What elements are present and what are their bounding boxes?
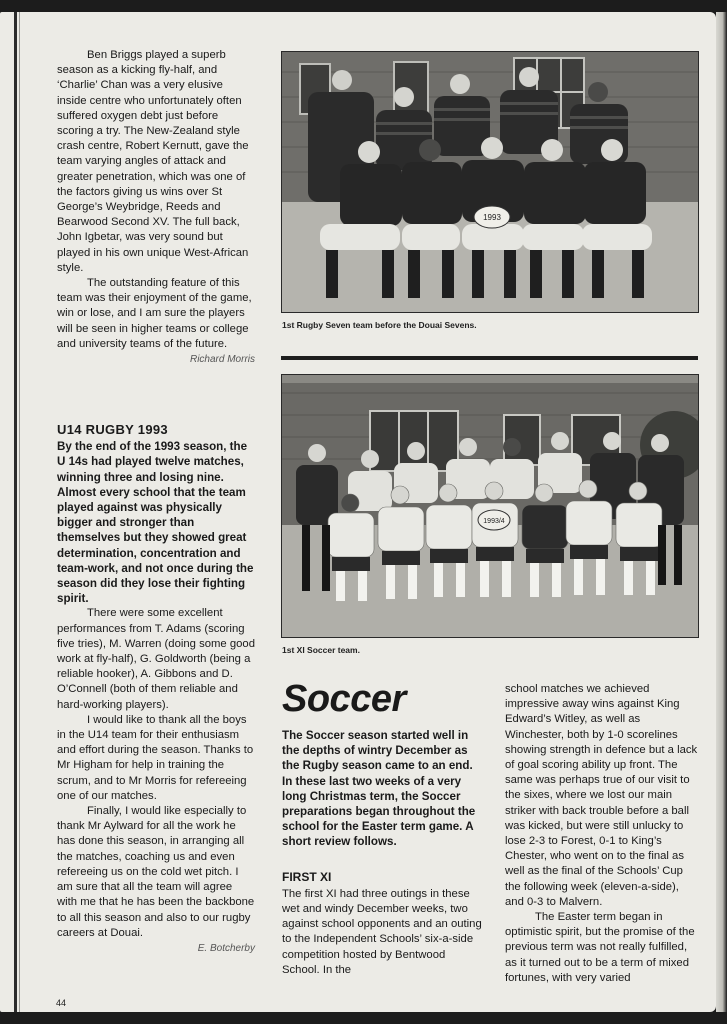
section-title: Soccer xyxy=(282,678,406,720)
rugby-seven-paragraph: Ben Briggs played a superb season as a kicking fly-half, and ‘Charlie’ Chan was a very elusive inside centre who unfortunately often suffered oxygen debt just before scoring a try. The New-Zealand style crash centre, Robert Kernutt, gave the team varying angles of attack and greater penetration, which was one of the factors giving us wins over St George’s Weybridge, Reeds and Bearwood Second XV. The full back, John Igbetar, was very sound but played in his own unique West-African style. xyxy=(57,49,249,274)
author-signature: Richard Morris xyxy=(189,354,255,366)
rugby-seven-team-photo xyxy=(281,51,699,313)
ball-inscription: 1993 xyxy=(483,213,501,222)
soccer-intro xyxy=(282,728,482,978)
soccer-continued xyxy=(505,682,699,986)
author-signature: E. Botcherby xyxy=(197,942,255,954)
section-heading: U14 RUGBY 1993 xyxy=(57,422,168,437)
body-paragraph: There were some excellent performances from T. Adams (scoring five tries), M. Warren (doing some good work at fly-half), G. Goldworth (being a reliable hooker), A. Gibbons and D. O’Connell (both of them reliable and hard-working players). xyxy=(57,607,255,711)
binding-edge xyxy=(14,12,17,1012)
photo-caption: 1st Rugby Seven team before the Douai Sevens. xyxy=(282,320,477,330)
page-number: 44 xyxy=(56,998,67,1008)
ball-inscription: 1993/4 xyxy=(483,518,505,525)
rugby-seven-article xyxy=(57,48,255,367)
rugby-seven-paragraph: The outstanding feature of this team was their enjoyment of the game, win or lose, and I am sure the players will be seen in higher teams or college and university teams of the future. xyxy=(57,277,252,350)
page-edge-shadow xyxy=(716,12,727,1012)
body-paragraph: school matches we achieved impressive away wins against King Edward’s Witley, as well as Winchester, both by 1-0 scorelines showing strength in defence but a lack of goal scoring ability up front. The same was perhaps true of our visit to the sixes, where we lost our main striker with back trouble before a ball was kicked, but were still unlucky to lose 2-3 to Forest, 0-1 to King’s Chester, who went on to the final as well as the final of the Schools’ Cup the following week (eleven-a-side), and 0-3 to Malvern. xyxy=(505,683,698,908)
body-paragraph: The first XI had three outings in these wet and windy December weeks, two against school opponents and an outing to the Independent Schools’ six-a-side competition hosted by Bentwood School. In the xyxy=(282,887,482,976)
body-paragraph: Finally, I would like especially to thank Mr Aylward for all the work he has done this season, in arranging all the matches, coaching us and even refereeing us on the cold wet pitch. I am sure that all the team will agree with me that he has been the backbone to all this season and also to our rugby careers at Douai. xyxy=(57,805,255,939)
body-paragraph: I would like to thank all the boys in the U14 team for their enthusiasm and effort during the season. Thanks to Mr Higham for help in training the scrum, and to Mr Morris for refereeing one of our matches. xyxy=(57,713,254,802)
photo-caption: 1st XI Soccer team. xyxy=(282,645,360,655)
lead-paragraph: The Soccer season started well in the depths of wintry December as the Rugby season came to an end. In these last two weeks of a very long Christmas term, the Soccer preparations began throughout the school for the Easter term game. A short review follows. xyxy=(282,729,476,849)
u14-rugby-article xyxy=(57,422,255,956)
section-divider xyxy=(281,356,698,360)
body-paragraph: The Easter term began in optimistic spirit, but the promise of the previous term was not really fulfilled, as it turned out to be a term of mixed fortunes, with very varied xyxy=(505,911,695,984)
subsection-heading: FIRST XI xyxy=(282,869,332,884)
soccer-team-photo xyxy=(281,374,699,638)
binding-line xyxy=(19,12,20,1012)
lead-paragraph: By the end of the 1993 season, the U 14s had played twelve matches, winning three and losing nine. Almost every school that the team played against was physically bigger and stronger than themselves but they showed great determination, concentration and team-work, and not once during the season did they lose their fighting spirit. xyxy=(57,440,254,606)
